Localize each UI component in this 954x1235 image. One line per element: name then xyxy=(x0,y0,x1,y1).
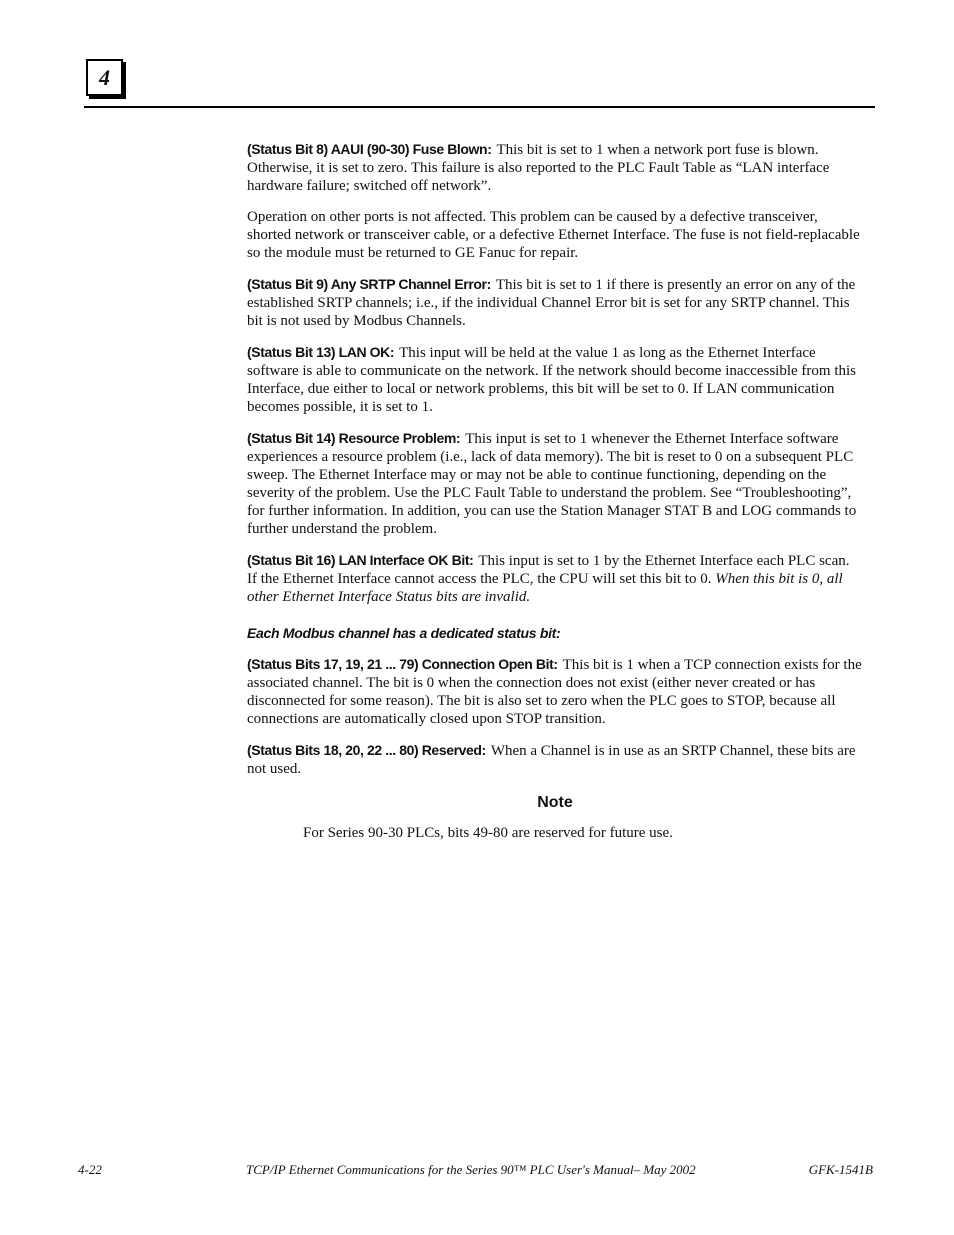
page-body xyxy=(247,140,863,842)
footer-page-number: 4-22 xyxy=(78,1162,102,1177)
paragraph-lead: (Status Bit 13) LAN OK: xyxy=(247,344,395,360)
paragraph-connection-open-bits xyxy=(247,655,863,728)
paragraph-lead: (Status Bit 9) Any SRTP Channel Error: xyxy=(247,276,491,292)
paragraph-text: This input is set to 1 whenever the Ethernet Interface software experiences a resource problem (i.e., lack of data memory). The bit is reset to 0 on a subsequent PLC sweep. The Ethernet Interface may or may not be able to continue functioning, depending on the severity of the problem. Use the PLC Fault Table to understand the problem. See “Troubleshooting”, for further information. In addition, you can use the Station Manager STAT B and LOG commands to further understand the problem. xyxy=(247,431,857,537)
paragraph-text: Operation on other ports is not affected. This problem can be caused by a defective transceiver, shorted network or transceiver cable, or a defective Ethernet Interface. The fuse is not field-replacable so the module must be returned to GE Fanuc for repair. xyxy=(247,209,860,261)
chapter-number: 4 xyxy=(99,64,110,90)
modbus-subheading: Each Modbus channel has a dedicated status bit: xyxy=(247,625,561,641)
paragraph-text: This bit is set to 1 when a network port fuse is blown. Otherwise, it is set to zero. This failure is also reported to the PLC Fault Table as “LAN interface hardware failure; switched off network”. xyxy=(247,142,830,194)
paragraph-status-bit-8 xyxy=(247,140,863,195)
note-title: Note xyxy=(537,794,573,811)
footer-doc-code: GFK-1541B xyxy=(808,1162,873,1177)
paragraph-status-bit-9 xyxy=(247,275,863,330)
paragraph-italic-text: When this bit is 0, all other Ethernet Interface Status bits are invalid. xyxy=(247,571,843,605)
paragraph-text: This bit is 1 when a TCP connection exists for the associated channel. The bit is 0 when the connection does not exist (either never created or has disconnected for some reason). The bit is also set to zero when the PLC goes to STOP, because all connections are automatically closed upon STOP transition. xyxy=(247,657,862,727)
paragraph-fuse-detail xyxy=(247,208,863,262)
paragraph-status-bit-14 xyxy=(247,429,863,538)
paragraph-text: This input will be held at the value 1 as long as the Ethernet Interface software is able to communicate on the network. If the network should become inaccessible from this Interface, due either to local or network problems, this bit will be set to 0. If LAN communication becomes possible, it is set to 1. xyxy=(247,345,856,415)
chapter-number-box xyxy=(86,59,123,96)
paragraph-text: When a Channel is in use as an SRTP Channel, these bits are not used. xyxy=(247,743,856,777)
note-text: For Series 90-30 PLCs, bits 49-80 are reserved for future use. xyxy=(303,825,673,841)
footer-manual-title: TCP/IP Ethernet Communications for the Series 90™ PLC User's Manual– May 2002 xyxy=(246,1162,696,1177)
header-rule xyxy=(84,106,875,108)
paragraph-lead: (Status Bit 8) AAUI (90-30) Fuse Blown: xyxy=(247,141,492,157)
paragraph-status-bit-13 xyxy=(247,343,863,416)
paragraph-lead: (Status Bits 17, 19, 21 ... 79) Connection Open Bit: xyxy=(247,656,558,672)
paragraph-text: This bit is set to 1 if there is presently an error on any of the established SRTP channels; i.e., if the individual Channel Error bit is set for any SRTP channel. This bit is not used by Modbus Channels. xyxy=(247,277,856,329)
paragraph-lead: (Status Bits 18, 20, 22 ... 80) Reserved: xyxy=(247,742,486,758)
paragraph-reserved-bits xyxy=(247,741,863,778)
paragraph-status-bit-16 xyxy=(247,551,863,606)
paragraph-lead: (Status Bit 16) LAN Interface OK Bit: xyxy=(247,552,474,568)
paragraph-lead: (Status Bit 14) Resource Problem: xyxy=(247,430,461,446)
paragraph-text: This input is set to 1 by the Ethernet Interface each PLC scan. If the Ethernet Interface cannot access the PLC, the CPU will set this bit to 0. xyxy=(247,553,850,587)
